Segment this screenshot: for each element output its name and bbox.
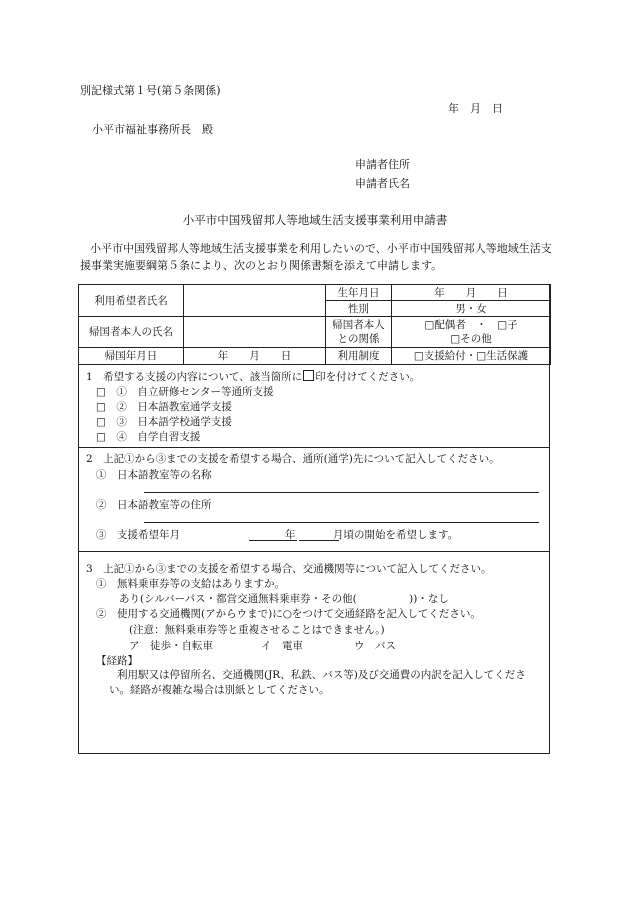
- section-3: [79, 552, 549, 753]
- transport-option-bus[interactable]: ウ バス: [354, 640, 396, 652]
- relation-label-line2: との関係: [337, 333, 380, 345]
- start-month-text: 月頃の開始を希望します。: [333, 529, 459, 541]
- section-2-heading: 2 上記①から③までの支援を希望する場合、通所(通学)先について記入してください。: [86, 453, 500, 465]
- gender-field[interactable]: 男・女: [392, 301, 551, 317]
- birthdate-field[interactable]: 年 月 日: [392, 285, 551, 301]
- route-label: 【経路】: [96, 655, 138, 667]
- birthdate-label: 生年月日: [326, 285, 392, 301]
- transport-note: (注意：無料乗車券等と重複させることはできません。): [129, 624, 385, 636]
- section-2: [79, 448, 549, 552]
- section-1-heading: [86, 369, 420, 384]
- section-3-heading: 3 上記①から③までの支援を希望する場合、交通機関等について記入してください。: [86, 563, 492, 575]
- returnee-name-label: 帰国者本人の氏名: [79, 317, 184, 348]
- school-address-label: ② 日本語教室等の住所: [96, 499, 212, 511]
- relation-option-spouse-child[interactable]: □配偶者 ・ □子: [424, 319, 518, 331]
- intro-paragraph: 小平市中国残留邦人等地域生活支援事業を利用したいので、小平市中国残留邦人等地域生活支援事業実施要綱第５条により、次のとおり関係書類を添えて申請します。: [80, 242, 552, 272]
- school-name-field[interactable]: [144, 492, 539, 493]
- route-instructions: 利用駅又は停留所名、交通機関(JR、私鉄、バス等)及び交通費の内訳を記入してください。経路が複雑な場合は別紙としてください。: [109, 669, 526, 696]
- date-line[interactable]: 年 月 日: [448, 102, 503, 115]
- relation-field[interactable]: [392, 317, 551, 348]
- applicant-name-label: 申請者氏名: [355, 177, 410, 190]
- transport-option-train[interactable]: イ 電車: [261, 640, 303, 652]
- applicant-name-label-cell: 利用希望者氏名: [79, 285, 184, 317]
- option-checkbox-4[interactable]: □ ④ 自学自習支援: [96, 431, 201, 443]
- section-1-heading-pre: 1 希望する支援の内容について、該当箇所に: [86, 371, 303, 383]
- transport-option-walk-bike[interactable]: ア 徒歩・自転車: [129, 640, 213, 652]
- checkbox-checkmark-icon: [303, 370, 314, 381]
- option-checkbox-2[interactable]: □ ② 日本語教室通学支援: [96, 401, 232, 413]
- transport-question: ② 使用する交通機関(アからウまで)に○をつけて交通経路を記入してください。: [96, 608, 481, 620]
- applicant-address-label: 申請者住所: [355, 158, 410, 171]
- system-label: 利用制度: [326, 348, 392, 365]
- relation-label-line1: 帰国者本人: [332, 319, 385, 331]
- section-1-heading-post: 印を付けてください。: [315, 371, 421, 383]
- option-checkbox-3[interactable]: □ ③ 日本語学校通学支援: [96, 416, 232, 428]
- applicant-info-table: [78, 284, 551, 365]
- return-date-field[interactable]: 年 月 日: [184, 348, 326, 365]
- start-date-label: ③ 支援希望年月: [96, 529, 180, 541]
- route-field[interactable]: [109, 702, 539, 747]
- return-date-label: 帰国年月日: [79, 348, 184, 365]
- option-checkbox-1[interactable]: □ ① 自立研修センター等通所支援: [96, 386, 274, 398]
- system-field[interactable]: □支援給付・□生活保護: [392, 348, 551, 365]
- gender-label: 性別: [326, 301, 392, 317]
- form-number-label: 別記様式第１号(第５条関係): [80, 84, 221, 97]
- relation-option-other[interactable]: □その他: [450, 333, 492, 345]
- free-pass-question: ① 無料乗車券等の支給はありますか。: [96, 578, 285, 590]
- applicant-name-field[interactable]: [184, 285, 326, 317]
- addressee: 小平市福祉事務所長 殿: [92, 123, 213, 136]
- relation-label: [326, 317, 392, 348]
- school-name-label: ① 日本語教室等の名称: [96, 469, 212, 481]
- document-title: 小平市中国残留邦人等地域生活支援事業利用申請書: [182, 213, 448, 227]
- free-pass-answer[interactable]: あり(シルバーパス・都営交通無料乗車券・その他( ))・なし: [119, 593, 449, 605]
- section-1: [79, 366, 549, 448]
- start-year-unit: 年: [285, 529, 296, 541]
- school-address-field[interactable]: [144, 522, 539, 523]
- returnee-name-field[interactable]: [184, 317, 326, 348]
